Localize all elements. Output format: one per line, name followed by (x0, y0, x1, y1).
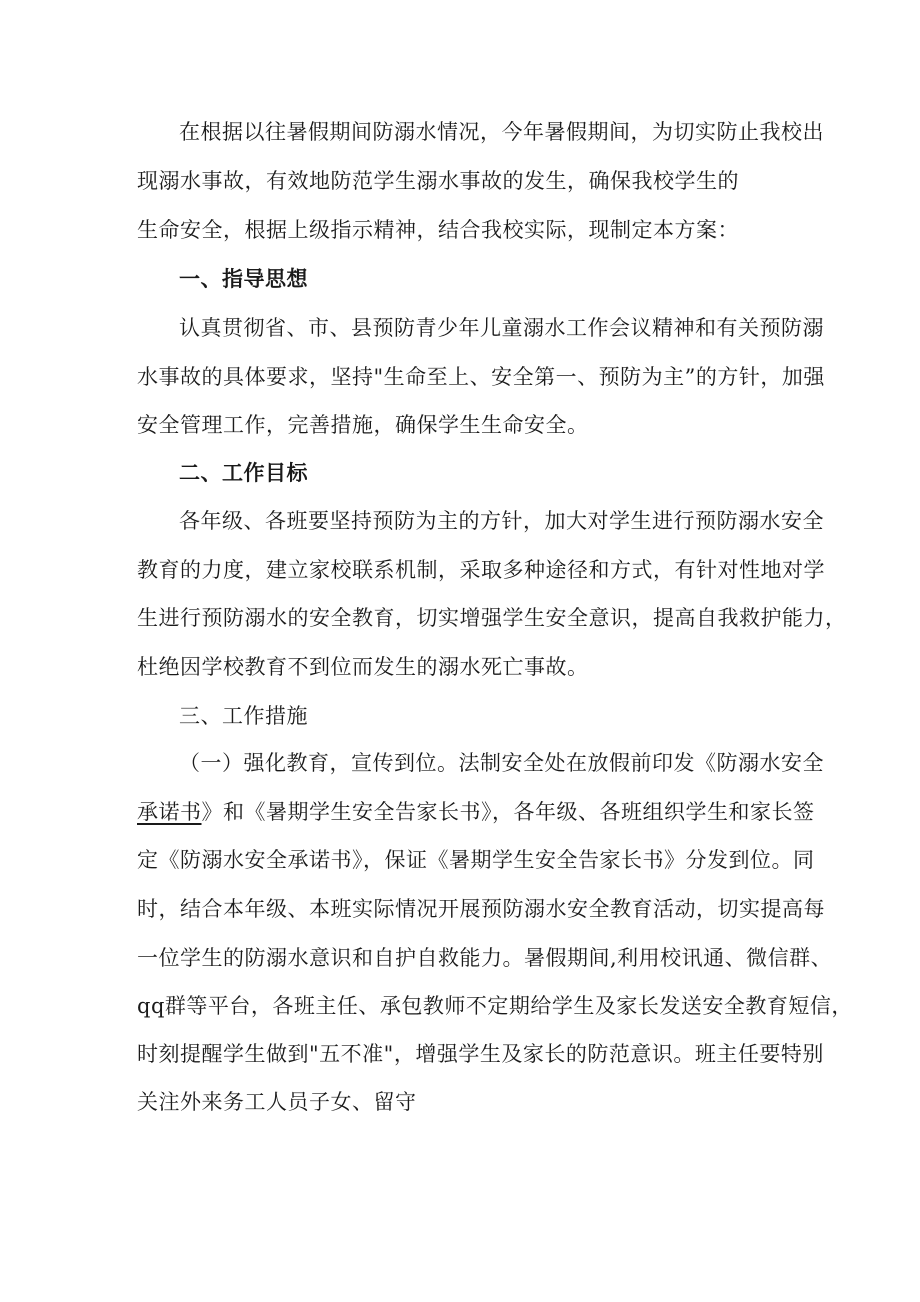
line-text: 》和《暑期学生安全告家长书》，各年级、各班组织学生和家长签 (201, 800, 815, 824)
section3-line-3: 定《防溺水安全承诺书》，保证《暑期学生安全告家长书》分发到位。同 (137, 848, 815, 872)
intro-line-3: 生命安全，根据上级指示精神，结合我校实际，现制定本方案： (137, 218, 739, 242)
section3-line-6: qq群等平台，各班主任、承包教师不定期给学生及家长发送安全教育短信， (137, 994, 853, 1018)
section3-sub1-line-2 (137, 798, 815, 826)
section3-line-5: 一位学生的防溺水意识和自护自救能力。暑假期间,利用校讯通、微信群、 (137, 946, 833, 970)
section2-heading: 二、工作目标 (179, 461, 308, 485)
section2-line-3: 生进行预防溺水的安全教育，切实增强学生安全意识，提高自我救护能力， (137, 606, 847, 630)
section3-line-7: 时刻提醒学生做到"五不准"，增强学生及家长的防范意识。班主任要特别 (137, 1042, 824, 1066)
section1-line-1: 认真贯彻省、市、县预防青少年儿童溺水工作会议精神和有关预防溺 (179, 316, 824, 340)
underlined-text: 承诺书 (137, 800, 202, 824)
intro-line-2: 现溺水事故，有效地防范学生溺水事故的发生，确保我校学生的 (137, 169, 739, 193)
section2-line-1: 各年级、各班要坚持预防为主的方针，加大对学生进行预防溺水安全 (179, 509, 824, 533)
section1-line-2: 水事故的具体要求，坚持"生命至上、安全第一、预防为主”的方针，加强 (137, 365, 825, 389)
section3-line-4: 时，结合本年级、本班实际情况开展预防溺水安全教育活动，切实提高每 (137, 897, 825, 921)
section1-heading: 一、指导思想 (179, 267, 308, 291)
section2-line-2: 教育的力度，建立家校联系机制，采取多种途径和方式，有针对性地对学 (137, 558, 825, 582)
section3-heading: 三、工作措施 (179, 704, 308, 728)
section2-line-4: 杜绝因学校教育不到位而发生的溺水死亡事故。 (137, 655, 589, 679)
intro-line-1: 在根据以往暑假期间防溺水情况，今年暑假期间，为切实防止我校出 (179, 120, 824, 144)
section1-line-3: 安全管理工作，完善措施，确保学生生命安全。 (137, 413, 589, 437)
section3-sub1-line-1: （一）强化教育，宣传到位。法制安全处在放假前印发《防溺水安全 (179, 751, 824, 775)
section3-line-8: 关注外来务工人员子女、留守 (137, 1090, 417, 1114)
